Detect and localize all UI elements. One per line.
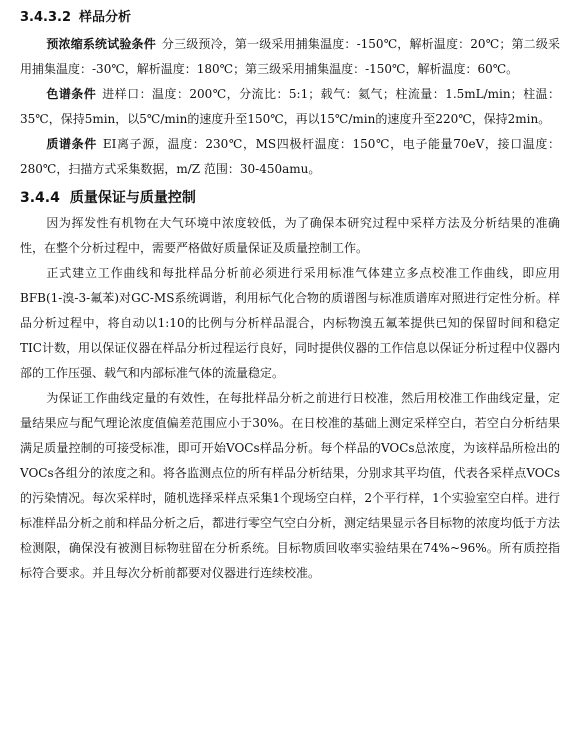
paragraph-text: EI离子源，温度：230℃，MS四极杆温度：150℃，电子能量70eV，接口温度：280℃，扫描方式采集数据，m/Z 范围：30-450amu。 xyxy=(20,137,560,176)
chromatography-conditions-paragraph xyxy=(20,82,560,132)
section-heading-3-4-4 xyxy=(20,187,560,209)
qa-intro-paragraph: 因为挥发性有机物在大气环境中浓度较低，为了确保本研究过程中采样方法及分析结果的准确性，在整个分析过程中，需要严格做好质量保证及质量控制工作。 xyxy=(20,216,560,255)
section-number: 3.4.4 xyxy=(20,190,60,206)
quality-control-paragraph: 为保证工作曲线定量的有效性，在每批样品分析之前进行日校准，然后用校准工作曲线定量，定量结果应与配气理论浓度值偏差范围应小于30%。在日校准的基础上测定采样空白，若空白分析结果满足质量控制的可接受标准，即可开始VOCs样品分析。每个样品的VOCs总浓度，为该样品所检出的VOCs各组分的浓度之和。将各监测点位的所有样品分析结果，分别求其平均值，代表各采样点VOCs的污染情况。每次采样时，随机选择采样点采集1个现场空白样，2个平行样，1个实验室空白样。进行标准样品分析之前和样品分析之后，都进行零空气空白分析，测定结果显示各目标物的浓度均低于方法检测限，确保没有被测目标物驻留在分析系统。目标物质回收率实验结果在74%~96%。所有质控指标符合要求。并且每次分析前都要对仪器进行连续校准。 xyxy=(20,391,561,580)
paragraph-label: 预浓缩系统试验条件 xyxy=(46,37,156,51)
section-number: 3.4.3.2 xyxy=(20,10,71,25)
paragraph-text: 分三级预冷，第一级采用捕集温度：-150℃，解析温度：20℃；第二级采用捕集温度：-30℃，解析温度：180℃；第三级采用捕集温度：-150℃，解析温度：60℃。 xyxy=(20,37,560,76)
preconcentration-conditions-paragraph xyxy=(20,32,560,82)
mass-spectrometry-conditions-paragraph xyxy=(20,132,560,182)
section-title: 质量保证与质量控制 xyxy=(69,190,196,206)
section-title: 样品分析 xyxy=(79,10,132,25)
paragraph-label: 色谱条件 xyxy=(46,87,97,101)
paragraph-label: 质谱条件 xyxy=(46,137,97,151)
calibration-paragraph: 正式建立工作曲线和每批样品分析前必须进行采用标准气体建立多点校准工作曲线，即应用BFB(1-溴-3-氟苯)对GC-MS系统调谐，利用标气化合物的质谱图与标准质谱库对照进行定性分析。样品分析过程中，将自动以1:10的比例与分析样品混合，内标物溴五氟苯提供已知的保留时间和稳定TIC计数，用以保证仪器在样品分析过程运行良好，同时提供仪器的工作信息以保证分析过程中仪器内部的工作压强、载气和内部标准气体的流量稳定。 xyxy=(20,266,560,380)
section-heading-3-4-3-2 xyxy=(20,8,560,28)
paragraph-text: 进样口：温度：200℃，分流比：5:1；载气：氦气；柱流量：1.5mL/min；柱温：35℃，保持5min，以5℃/min的速度升至150℃，再以15℃/min的速度升至220℃，保持2min。 xyxy=(20,87,560,126)
